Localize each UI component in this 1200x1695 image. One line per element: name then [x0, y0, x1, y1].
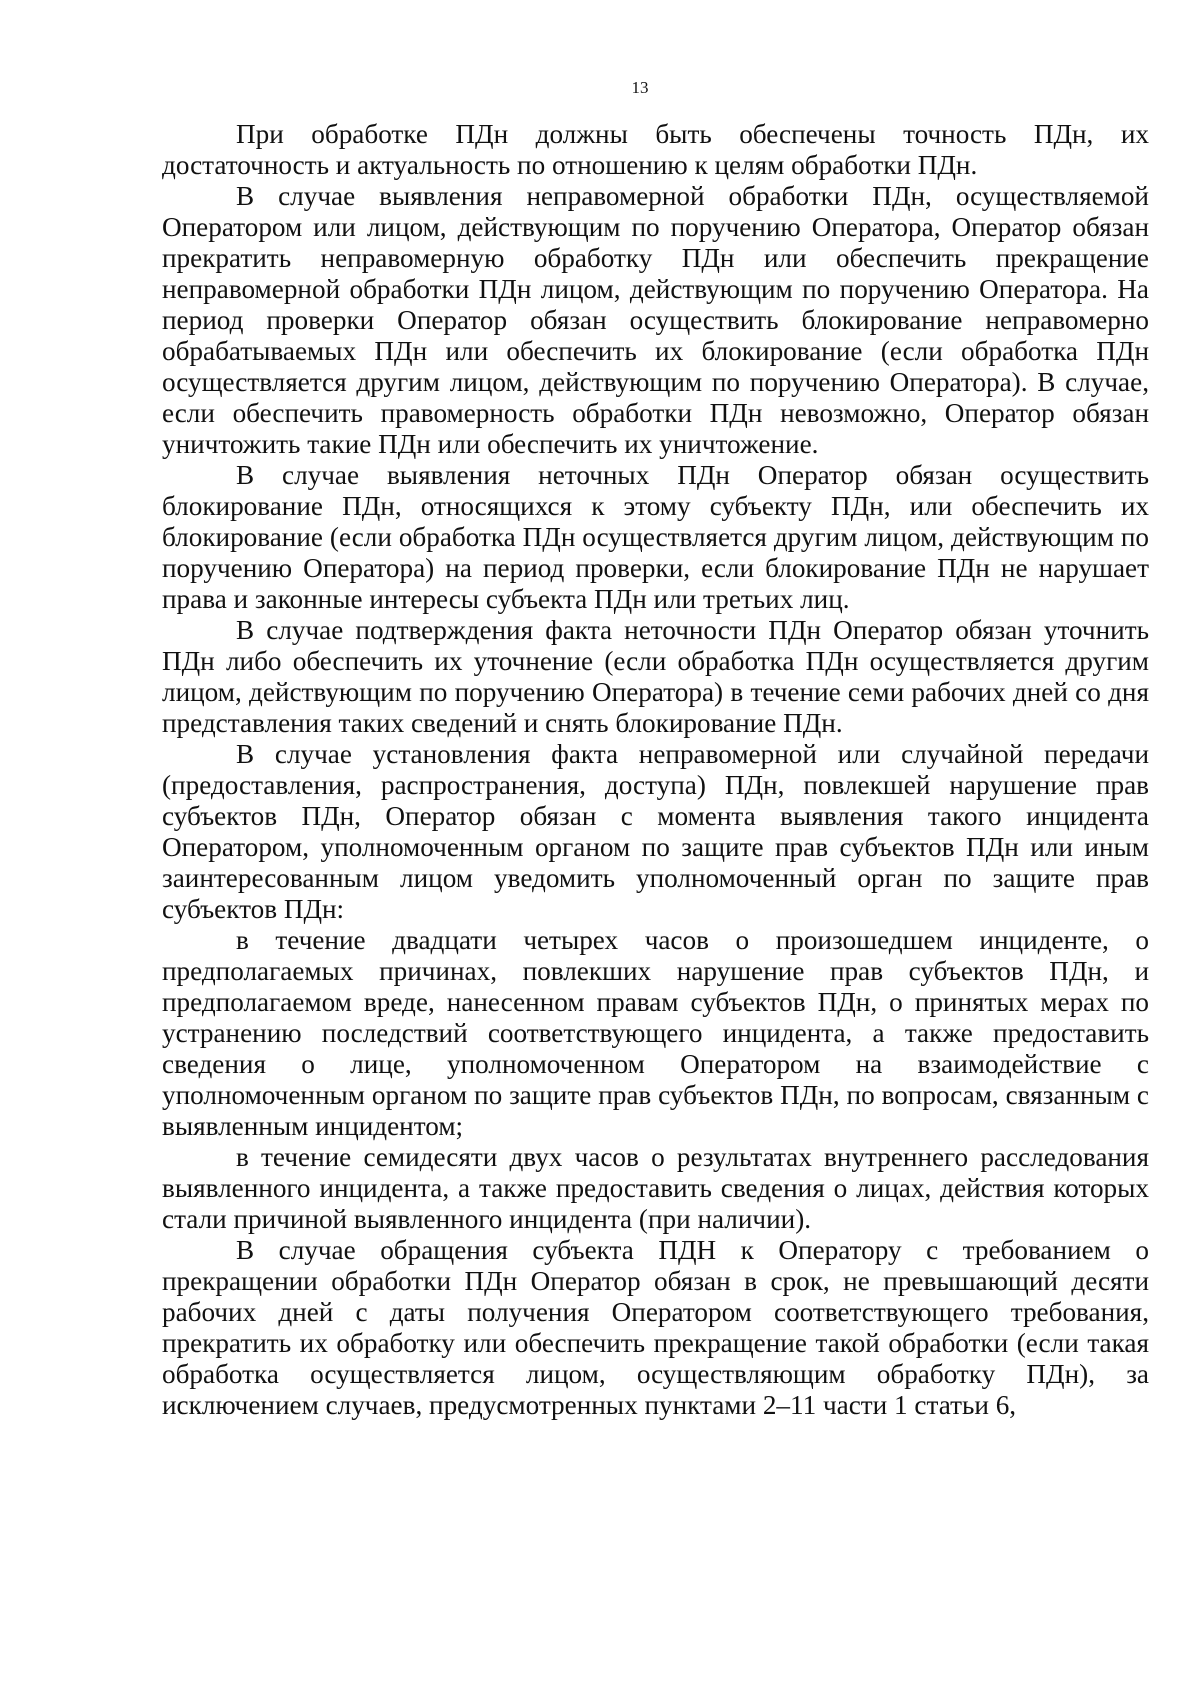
paragraph-incident: В случае установления факта неправомерной или случайной передачи (предоставления, распространения, доступа) ПДн, повлекшей нарушение прав субъектов ПДн, Оператор обязан с момента выявления такого инцидента Оператором, уполномоченным органом по защите прав субъектов ПДн или иным заинтересованным лицом уведомить уполномоченный орган по защите прав субъектов ПДн: [162, 739, 1149, 924]
document-body [162, 119, 1149, 1421]
paragraph-confirmation: В случае подтверждения факта неточности ПДн Оператор обязан уточнить ПДн либо обеспечить их уточнение (если обработка ПДн осуществляется другим лицом, действующим по поручению Оператора) в течение семи рабочих дней со дня представления таких сведений и снять блокирование ПДн. [162, 615, 1149, 738]
paragraph-unlawful-processing: В случае выявления неправомерной обработки ПДн, осуществляемой Оператором или лицом, действующим по поручению Оператора, Оператор обязан прекратить неправомерную обработку ПДн или обеспечить прекращение неправомерной обработки ПДн лицом, действующим по поручению Оператора. На период проверки Оператор обязан осуществить блокирование неправомерно обрабатываемых ПДн или обеспечить их блокирование (если обработка ПДн осуществляется другим лицом, действующим по поручению Оператора). В случае, если обеспечить правомерность обработки ПДн невозможно, Оператор обязан уничтожить такие ПДн или обеспечить их уничтожение. [162, 181, 1149, 459]
paragraph-72-hours: в течение семидесяти двух часов о результатах внутреннего расследования выявленного инцидента, а также предоставить сведения о лицах, действия которых стали причиной выявленного инцидента (при наличии). [162, 1142, 1149, 1234]
page-number: 13 [631, 78, 649, 97]
paragraph-inaccurate-data: В случае выявления неточных ПДн Оператор обязан осуществить блокирование ПДн, относящихся к этому субъекту ПДн, или обеспечить их блокирование (если обработка ПДн осуществляется другим лицом, действующим по поручению Оператора) на период проверки, если блокирование ПДн не нарушает права и законные интересы субъекта ПДн или третьих лиц. [162, 460, 1149, 614]
paragraph-24-hours: в течение двадцати четырех часов о произошедшем инциденте, о предполагаемых причинах, повлекших нарушение прав субъектов ПДн, и предполагаемом вреде, нанесенном правам субъектов ПДн, о принятых мерах по устранению последствий соответствующего инцидента, а также предоставить сведения о лице, уполномоченном Оператором на взаимодействие с уполномоченным органом по защите прав субъектов ПДн, по вопросам, связанным с выявленным инцидентом; [162, 925, 1149, 1141]
paragraph-accuracy: При обработке ПДн должны быть обеспечены точность ПДн, их достаточность и актуальность по отношению к целям обработки ПДн. [162, 119, 1149, 180]
paragraph-termination-request: В случае обращения субъекта ПДН к Оператору с требованием о прекращении обработки ПДн Оператор обязан в срок, не превышающий десяти рабочих дней с даты получения Оператором соответствующего требования, прекратить их обработку или обеспечить прекращение такой обработки (если такая обработка осуществляется лицом, осуществляющим обработку ПДн), за исключением случаев, предусмотренных пунктами 2–11 части 1 статьи 6, [162, 1235, 1149, 1420]
